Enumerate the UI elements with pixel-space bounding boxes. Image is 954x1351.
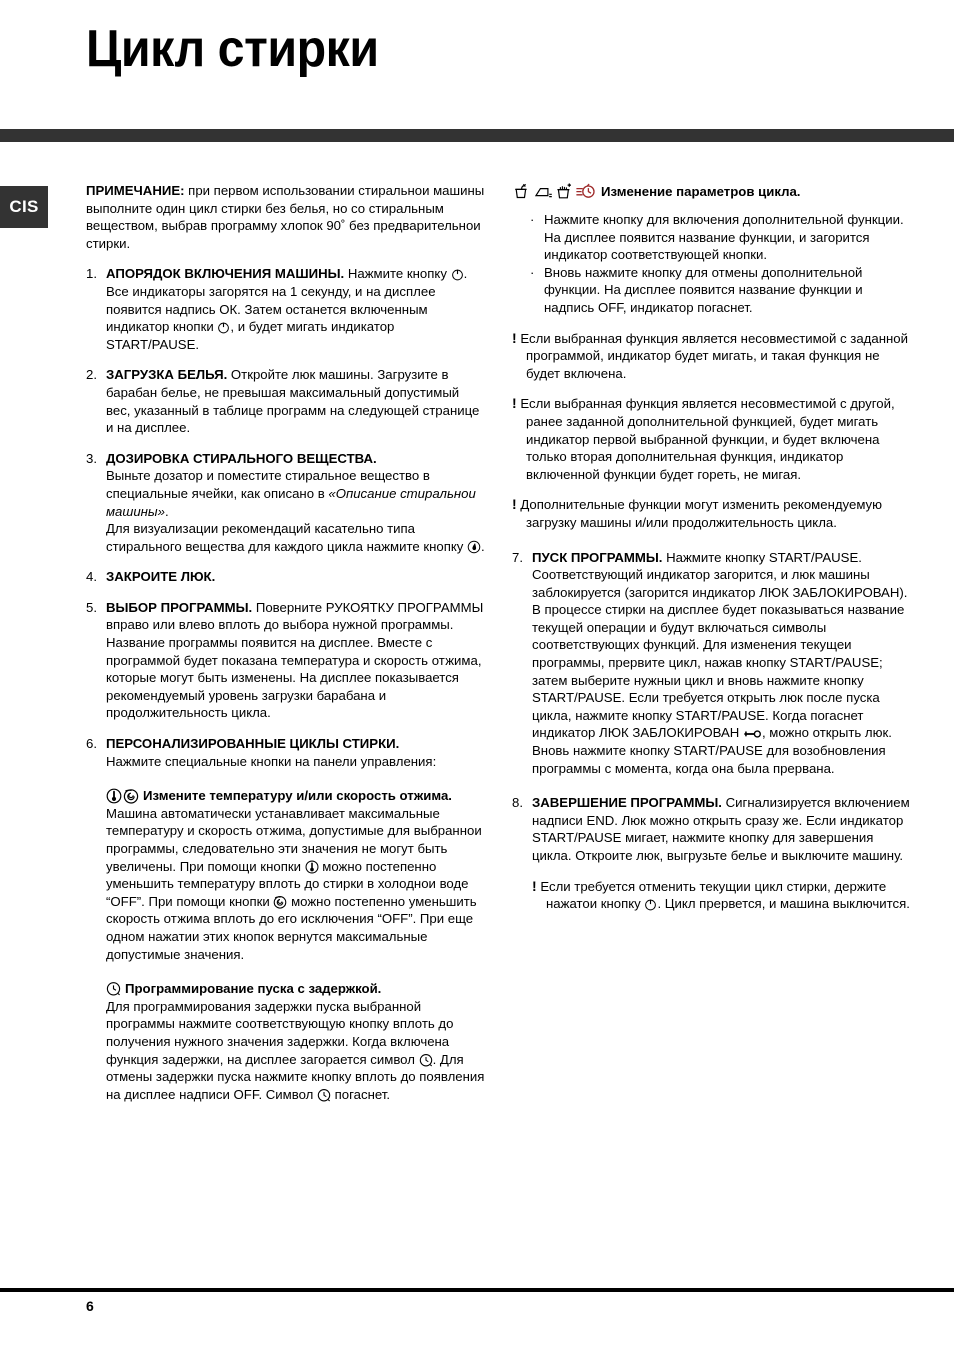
list-item (512, 211, 910, 264)
note-label: ПРИМЕЧАНИЕ: (86, 183, 185, 198)
subsection-temperature-heading: Измените температуру и/или скорость отжима. (143, 788, 452, 804)
step-3-text-b: . (164, 503, 169, 519)
step-5 (86, 599, 486, 722)
step-1 (86, 265, 486, 353)
page-number: 6 (86, 1298, 94, 1314)
step-5-text: Поверните РУКОЯТКУ ПРОГРАММЫ вправо или влево вплоть до выбора нужной программы. Название программы появится на дисплее. Вместе с программой будет показана температура и скорость отжима, которые могут быть изменены. На дисплее показывается рекомендуемый уровень загрузки барабана и продолжительность цикла. (106, 599, 484, 721)
temperature-icon (106, 788, 122, 804)
subsection-delay-heading: Программирование пуска с задержкой. (125, 981, 382, 997)
params-bullet-2-text: Вновь нажмите кнопку для отмены дополнительной функции. На дисплее появится название функции и надпись OFF, индикатор погаснет. (544, 264, 863, 315)
subsection-temperature-text-b: можно постепенно уменьшить температуру вплоть до стирки в холоднои воде “OFF”. При помощи кнопки (106, 858, 469, 909)
page-title: Цикл стирки (86, 20, 379, 78)
params-warning-2-text: Если выбранная функция является несовместимой с другой, ранее заданной дополнительной функцией, будет мигать индикатор первой выбранной функции, и будет включена только вторая дополнительная функция, индикатор включенной функции будет гореть, не мигая. (520, 396, 895, 482)
note-text: при первом использовании стиральнои машины выполните один цикл стирки без белья, но со стиральным веществом, выбрав программу хлопок 90˚ без предварительнои стирки. (86, 183, 485, 251)
step-6 (86, 735, 486, 770)
params-warning-2 (512, 395, 910, 483)
step-3-text-c: Для визуализации рекомендаций касательно типа стирального вещества для каждого цикла нажмите кнопку (106, 521, 468, 554)
step-8-heading: ЗАВЕРШЕНИЕ ПРОГРАММЫ. (532, 795, 722, 811)
note-paragraph (86, 182, 486, 252)
subsection-delay-heading-line (106, 980, 486, 998)
step-2-text: Откройте люк машины. Загрузите в барабан белье, не превышая максимальный допустимый вес, указанный в таблице программ на следующей странице и на дисплее. (106, 367, 480, 436)
subsection-delay-text-a: Для программирования задержки пуска выбранной программы нажмите соответствующую кнопку вплоть до получения нужного значения задержки. Когда включена функция задержки, на дисплее загорается символ (106, 998, 454, 1067)
step-3-number: 3. (86, 450, 97, 466)
step-7-heading: ПУСК ПРОГРАММЫ. (532, 549, 663, 565)
step-6-heading: ПЕРСОНАЛИЗИРОВАННЫЕ ЦИКЛЫ СТИРКИ. (106, 736, 400, 752)
params-bullet-1-text: Нажмите кнопку для включения дополнительной функции. На дисплее появится название функции, и загорится индикатор соответствующей кнопки. (544, 212, 904, 263)
header-rule (0, 129, 954, 142)
exclamation-icon: ! (512, 496, 517, 513)
info-drop-icon (467, 540, 481, 554)
language-tab-cis (0, 186, 48, 228)
params-bullet-list (512, 211, 910, 317)
step-3-text-d: . (481, 538, 485, 554)
step-1-heading: АПОРЯДОК ВКЛЮЧЕНИЯ МАШИНЫ. (106, 266, 345, 282)
list-item (512, 264, 910, 317)
params-warning-3-text: Дополнительные функции могут изменить рекомендуемую загрузку машины и/или продолжительность цикла. (520, 497, 883, 530)
power-icon (217, 321, 230, 334)
final-warning (512, 878, 910, 913)
final-warning-text-a: Если требуется отменить текущии цикл стирки, держите нажатои кнопку (540, 878, 887, 912)
step-1-text-a: Нажмите кнопку (344, 266, 451, 282)
step-7-text-a: Нажмите кнопку START/PAUSE. Соответствующий индикатор загорится, и люк машины заблокируется (загорится индикатор ЛЮК ЗАБЛОКИРОВАН). В процессе стирки на дисплее будет показываться название текущей операции и будут включаться символы соответствующих функций. Для изменения текущеи программы, прервите цикл, нажав кнопку START/PAUSE; затем выберите нужныи цикл и вновь нажмите кнопку START/PAUSE. Если требуется открыть люк после пуска цикла, нажмите кнопку START/PAUSE. Когда погаснет индикатор ЛЮК ЗАБЛОКИРОВАН (532, 549, 908, 741)
delay-clock-icon (419, 1053, 433, 1067)
door-lock-key-icon (743, 728, 762, 740)
step-4 (86, 568, 486, 586)
spin-icon (273, 895, 287, 909)
subsection-temperature-text-a: Машина автоматически устанавливает максимальные температуру и скорость отжима, допустимые для выбраннои программы, следовательно эти значения не могут быть увеличены. При помощи кнопки (106, 805, 482, 874)
exclamation-icon: ! (512, 329, 517, 346)
step-1-text-b: . Все индикаторы загорятся на 1 секунду, и на дисплее появится надпись ОК. Затем останется включенным индикатор кнопки (106, 266, 468, 335)
step-6-text: Нажмите специальные кнопки на панели управления: (106, 753, 437, 769)
step-1-number: 1. (86, 266, 97, 282)
power-icon (644, 898, 657, 911)
subsection-delay-body (106, 998, 486, 1104)
step-3-heading: ДОЗИРОВКА СТИРАЛЬНОГО ВЕЩЕСТВА. (106, 450, 377, 466)
params-warning-1-text: Если выбранная функция является несовместимой с заданной программой, индикатор будет мигать, и такая функция не будет включена. (520, 330, 908, 381)
extra-rinse-basket-icon (554, 182, 574, 202)
step-7-text-b: , можно открыть люк. Вновь нажмите кнопку START/PAUSE для возобновления программы с момента, когда она была прервана. (532, 725, 892, 776)
step-7 (512, 549, 910, 778)
delay-clock-icon (317, 1088, 331, 1102)
language-tab-label: CIS (9, 197, 39, 216)
step-5-number: 5. (86, 599, 97, 615)
step-2 (86, 366, 486, 436)
step-8 (512, 794, 910, 864)
footer-rule (0, 1288, 954, 1292)
bullet-dot-icon: · (530, 212, 535, 227)
step-2-number: 2. (86, 367, 97, 383)
step-8-text: Сигнализируется включением надписи END. Люк можно открыть сразу же. Если индикатор START/PAUSE мигает, нажмите кнопку для завершения цикла. Откроите люк, выгрузьте белье и выключите машину. (532, 795, 910, 863)
exclamation-icon: ! (512, 395, 517, 412)
spin-icon (123, 788, 139, 804)
step-3-body-1 (106, 467, 486, 520)
prewash-tub-icon (512, 182, 532, 202)
subsection-delay-start (86, 980, 486, 1103)
subsection-temperature-body (106, 805, 486, 963)
params-warning-3 (512, 496, 910, 531)
step-8-number: 8. (512, 795, 523, 811)
subsection-delay-text-c: погаснет. (331, 1086, 391, 1102)
step-4-heading: ЗАКРОИТЕ ЛЮК. (106, 569, 216, 585)
subsection-delay-text-b: . Для отмены задержки пуска нажмите кнопку вплоть до появления на дисплее надписи OFF. Символ (106, 1051, 485, 1102)
step-3-italic-ref: «Описание стиральнои машины» (106, 485, 476, 519)
subsection-params-heading: Изменение параметров цикла. (601, 184, 801, 200)
step-3-body-2 (106, 520, 486, 555)
step-6-heading-line (106, 735, 486, 753)
exclamation-icon: ! (532, 877, 537, 894)
step-4-number: 4. (86, 569, 97, 585)
step-7-number: 7. (512, 549, 523, 565)
fast-wash-clock-icon (575, 182, 597, 202)
power-icon (451, 268, 464, 281)
subsection-temperature-spin (86, 787, 486, 963)
params-warning-1 (512, 330, 910, 383)
step-3-text-a: Выньте дозатор и поместите стиральное вещество в специальные ячейки, как описано в (106, 468, 430, 501)
step-1-text-c: , и будет мигать индикатор START/PAUSE. (106, 319, 395, 352)
subsection-temperature-heading-line (106, 787, 486, 805)
step-3 (86, 450, 486, 556)
bullet-dot-icon: · (530, 264, 535, 280)
temperature-icon (305, 860, 319, 874)
right-column (512, 182, 910, 913)
step-3-heading-line (106, 450, 486, 468)
final-warning-text-b: . Цикл прервется, и машина выключится. (657, 896, 910, 912)
easy-iron-icon (533, 182, 553, 202)
subsection-temperature-text-c: можно постепенно уменьшить скорость отжима вплоть до его исключения “OFF”. При еще одном нажатии этих кнопок вернутся максимальные допустимые значения. (106, 893, 477, 962)
subsection-params-heading-line (512, 182, 910, 202)
step-5-heading: ВЫБОР ПРОГРАММЫ. (106, 599, 253, 615)
step-6-number: 6. (86, 736, 97, 752)
left-column (86, 182, 486, 1103)
step-2-heading: ЗАГРУЗКА БЕЛЬЯ. (106, 367, 228, 383)
delay-clock-icon (106, 981, 121, 996)
